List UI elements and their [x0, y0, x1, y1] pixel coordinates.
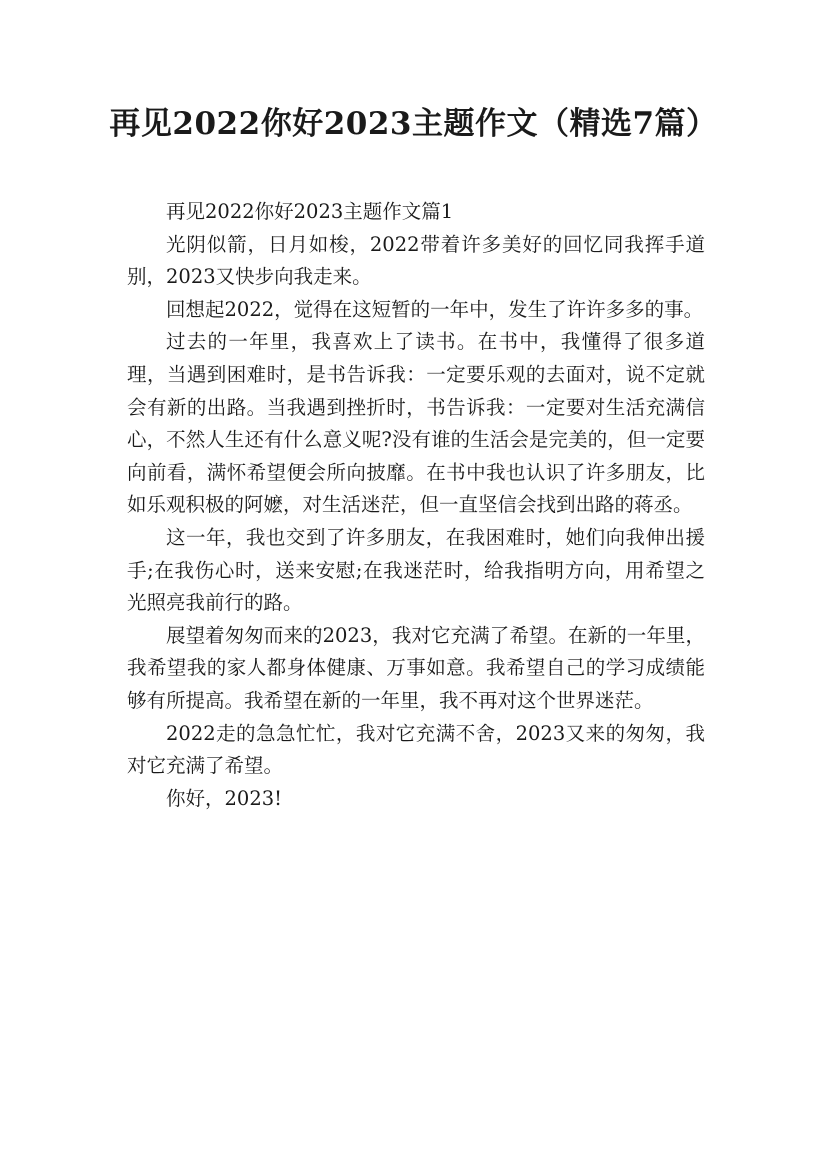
document-title: 再见2022你好2023主题作文（精选7篇） [109, 106, 718, 142]
paragraph: 光阴似箭，日月如梭，2022带着许多美好的回忆同我挥手道别，2023又快步向我走来。 [127, 232, 705, 289]
document-body [127, 196, 705, 815]
section-heading: 再见2022你好2023主题作文篇1 [166, 200, 454, 223]
paragraph: 展望着匆匆而来的2023，我对它充满了希望。在新的一年里，我希望我的家人都身体健康、万事如意。我希望自己的学习成绩能够有所提高。我希望在新的一年里，我不再对这个世界迷茫。 [127, 623, 705, 712]
paragraph: 这一年，我也交到了许多朋友，在我困难时，她们向我伸出援手;在我伤心时，送来安慰;在我迷茫时，给我指明方向，用希望之光照亮我前行的路。 [127, 525, 705, 615]
paragraph: 2022走的急急忙忙，我对它充满不舍，2023又来的匆匆，我对它充满了希望。 [127, 721, 705, 778]
paragraph: 回想起2022，觉得在这短暂的一年中，发生了许许多多的事。 [166, 297, 704, 321]
paragraph: 过去的一年里，我喜欢上了读书。在书中，我懂得了很多道理，当遇到困难时，是书告诉我：一定要乐观的去面对，说不定就会有新的出路。当我遇到挫折时，书告诉我：一定要对生活充满信心，不然人生还有什么意义呢?没有谁的生活会是完美的，但一定要向前看，满怀希望便会所向披靡。在书中我也认识了许多朋友，比如乐观积极的阿嬷，对生活迷茫，但一直坚信会找到出路的蒋丞。 [127, 330, 705, 517]
paragraph: 你好，2023! [166, 786, 282, 810]
